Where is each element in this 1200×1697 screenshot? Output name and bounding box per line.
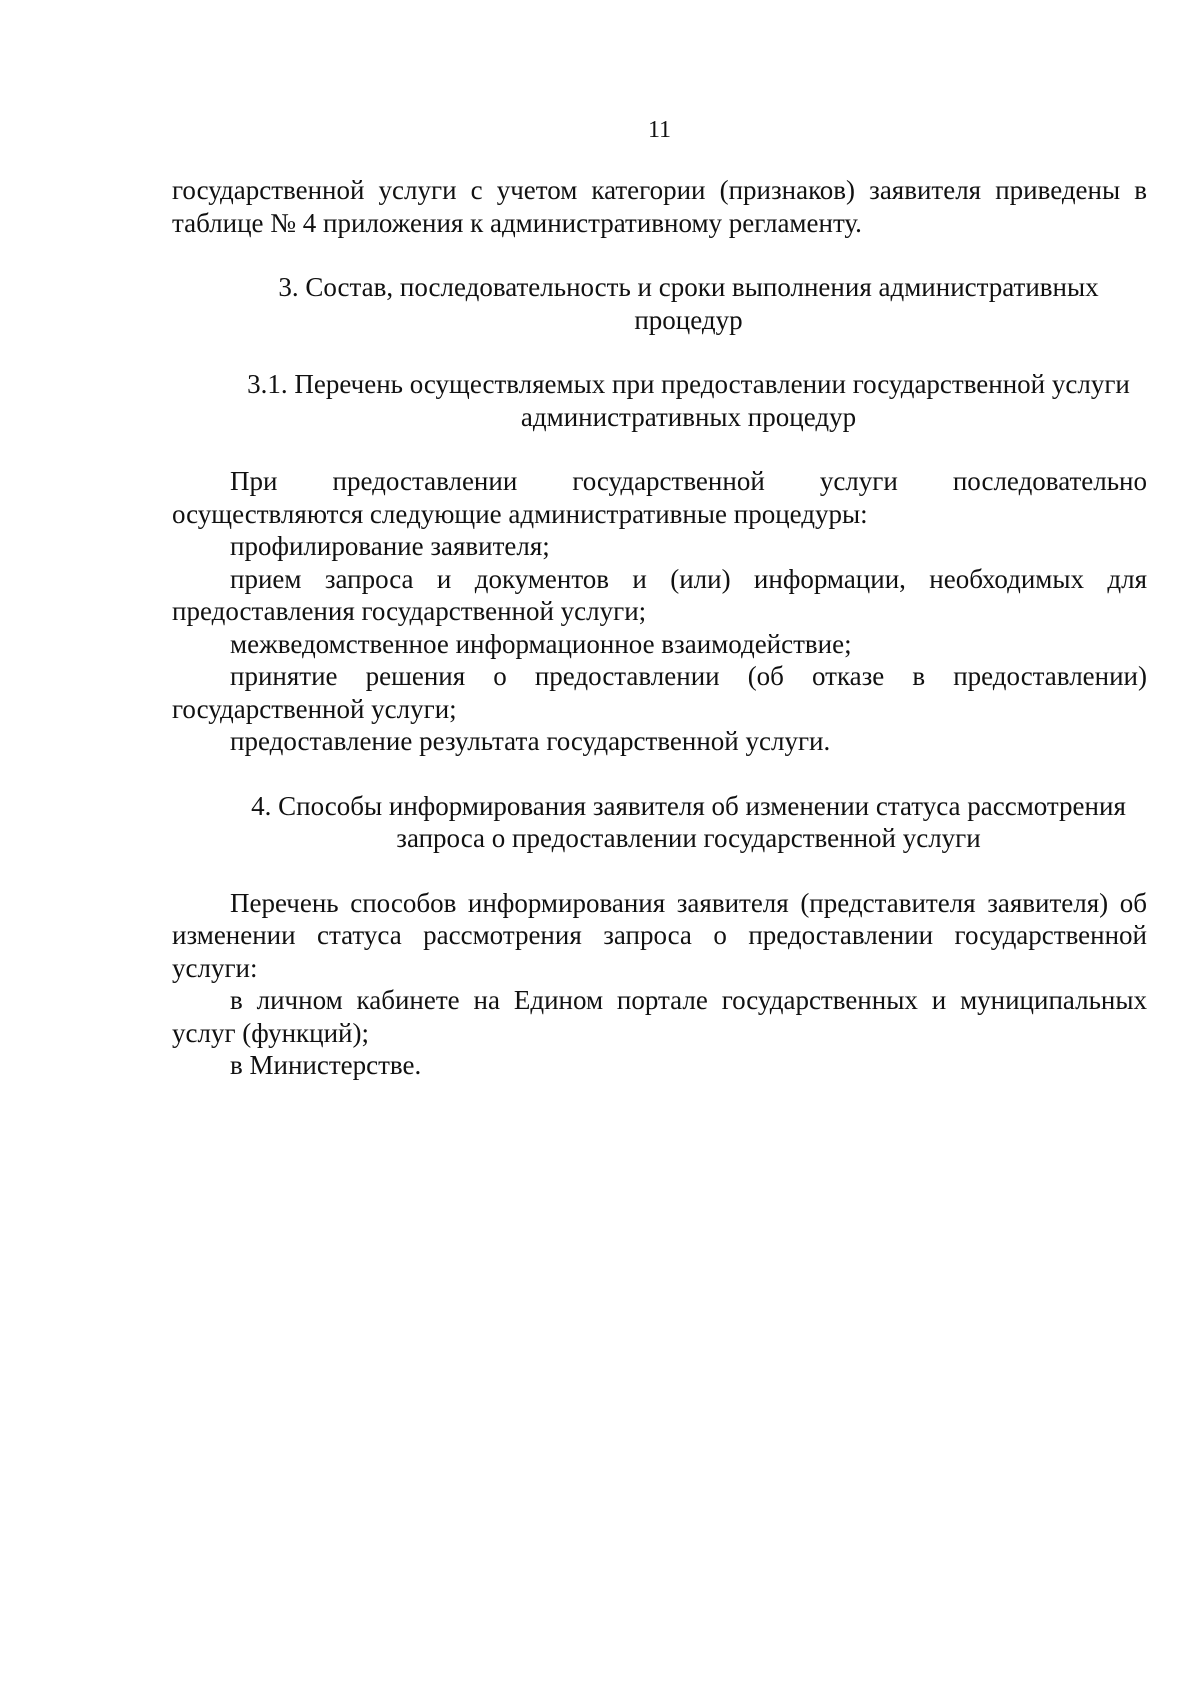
spacer: [172, 433, 1147, 465]
procedure-item: предоставление результата государственной услуги.: [230, 726, 831, 756]
spacer: [172, 239, 1147, 271]
procedure-item: профилирование заявителя;: [230, 531, 550, 561]
procedure-item: прием запроса и документов и (или) информации, необходимых для предоставления государственной услуги;: [172, 563, 1147, 626]
section-3-1-intro: При предоставлении государственной услуги последовательно осуществляются следующие административные процедуры:: [172, 466, 1147, 529]
spacer: [172, 336, 1147, 368]
spacer: [172, 758, 1147, 790]
section-4-intro: Перечень способов информирования заявителя (представителя заявителя) об изменении статуса рассмотрения запроса о предоставлении государственной услуги:: [172, 887, 1147, 983]
document-body: [172, 174, 1147, 1082]
notification-method-item: в Министерстве.: [230, 1050, 422, 1080]
procedure-item: принятие решения о предоставлении (об отказе в предоставлении) государственной услуги;: [172, 661, 1147, 724]
section-3-heading: 3. Состав, последовательность и сроки выполнения административных процедур: [278, 272, 1099, 335]
procedure-item: межведомственное информационное взаимодействие;: [230, 628, 852, 659]
intro-paragraph: государственной услуги с учетом категории (признаков) заявителя приведены в таблице № 4 приложения к административному регламенту.: [172, 175, 1147, 238]
page-number: 11: [647, 117, 672, 143]
notification-method-item: в личном кабинете на Едином портале государственных и муниципальных услуг (функций);: [172, 985, 1147, 1048]
section-4-heading: 4. Способы информирования заявителя об изменении статуса рассмотрения запроса о предоставлении государственной услуги: [251, 790, 1126, 853]
section-3-1-heading: 3.1. Перечень осуществляемых при предоставлении государственной услуги административных процедур: [247, 369, 1130, 432]
spacer: [172, 855, 1147, 887]
